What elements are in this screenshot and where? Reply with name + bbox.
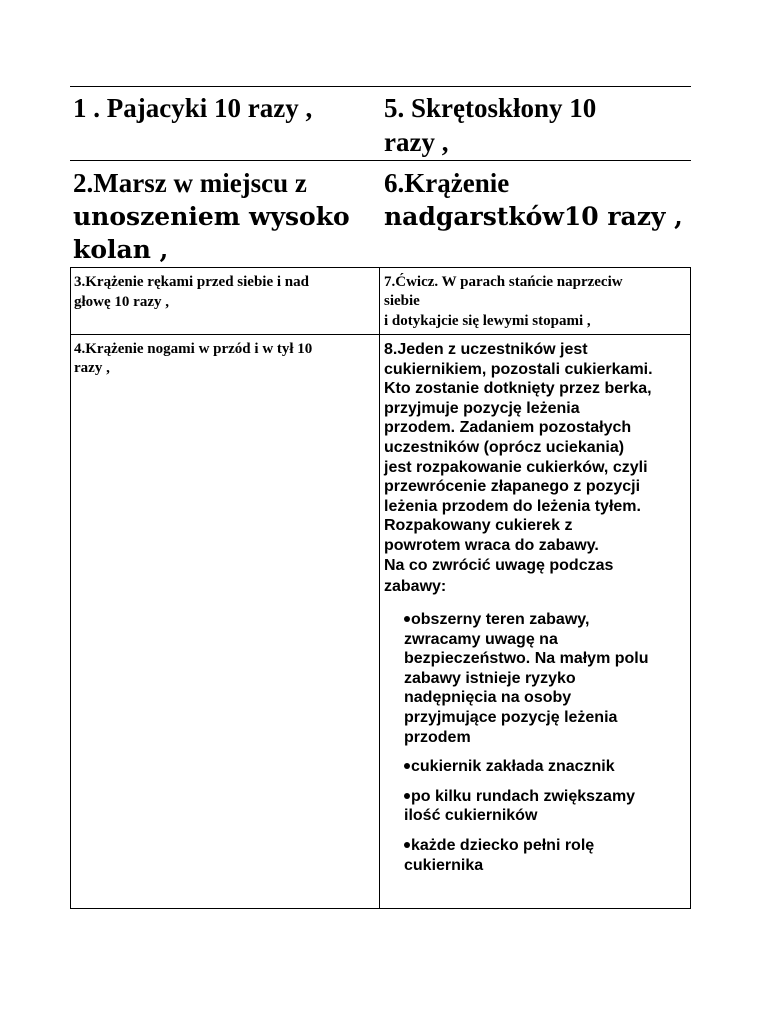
exercise-8-line: 8.Jeden z uczestników jest bbox=[384, 341, 588, 358]
tip-line: przodem bbox=[404, 728, 471, 746]
exercise-8-line: cukiernikiem, pozostali cukierkami. bbox=[384, 360, 653, 378]
exercise-2-line2: unoszeniem wysoko bbox=[73, 202, 350, 231]
grid-column-divider bbox=[379, 267, 380, 909]
bullet-icon bbox=[404, 616, 410, 622]
tip-line: nadępnięcia na osoby bbox=[404, 689, 572, 707]
exercise-7-line1: 7.Ćwicz. W parach stańcie naprzeciw bbox=[384, 274, 623, 290]
exercise-8-line: przewrócenie złapanego z pozycji bbox=[384, 478, 641, 496]
exercise-8-line: Kto zostanie dotknięty przez berka, bbox=[384, 380, 652, 398]
tip-line: zwracamy uwagę na bbox=[404, 630, 558, 648]
tip-line: przyjmujące pozycję leżenia bbox=[404, 708, 618, 726]
bullet-icon bbox=[404, 842, 410, 848]
tip-item bbox=[404, 836, 689, 875]
exercise-5-line1: 5. Skrętoskłony 10 bbox=[384, 93, 597, 123]
exercise-3-line2: głowę 10 razy , bbox=[74, 294, 169, 310]
table-rule-top bbox=[70, 86, 691, 87]
bullet-icon bbox=[404, 763, 410, 769]
exercise-4-line1: 4.Krążenie nogami w przód i w tył 10 bbox=[74, 341, 313, 357]
tips-list bbox=[404, 610, 689, 885]
exercise-8-line: uczestników (oprócz uciekania) bbox=[384, 439, 625, 456]
exercise-5-line2: razy , bbox=[384, 127, 449, 157]
table-rule-middle bbox=[70, 160, 691, 161]
exercise-6-line2: nadgarstków10 razy , bbox=[384, 202, 683, 231]
tip-line: bezpieczeństwo. Na małym polu bbox=[404, 650, 649, 668]
tip-item bbox=[404, 757, 689, 777]
exercise-7-line2: siebie bbox=[384, 293, 420, 309]
exercise-7-line3: i dotykajcie się lewymi stopami , bbox=[384, 313, 591, 329]
exercise-8-line: jest rozpakowanie cukierków, czyli bbox=[384, 458, 648, 476]
tip-line: obszerny teren zabawy, bbox=[411, 611, 590, 628]
tip-line: cukiernik zakłada znacznik bbox=[411, 758, 615, 776]
exercise-2-line3: kolan , bbox=[73, 235, 169, 264]
exercise-6-line1: 6.Krążenie bbox=[384, 168, 510, 198]
tip-line: cukiernika bbox=[404, 856, 484, 874]
exercise-8-line: Na co zwrócić uwagę podczas bbox=[384, 556, 614, 574]
tip-line: ilość cukierników bbox=[404, 807, 538, 825]
exercise-8-line: zabawy: bbox=[384, 578, 447, 595]
grid-row-divider bbox=[70, 334, 691, 335]
exercise-8-line: Rozpakowany cukierek z bbox=[384, 517, 573, 535]
exercise-2-line1: 2.Marsz w miejscu z bbox=[73, 168, 307, 198]
tip-line: każde dziecko pełni rolę bbox=[411, 836, 595, 854]
exercise-3-line1: 3.Krążenie rękami przed siebie i nad bbox=[74, 274, 309, 290]
tip-line: zabawy istnieje ryzyko bbox=[404, 669, 576, 687]
exercise-8-line: powrotem wraca do zabawy. bbox=[384, 537, 599, 554]
tip-line: po kilku rundach zwiększamy bbox=[411, 787, 636, 805]
exercise-8-line: leżenia przodem do leżenia tyłem. bbox=[384, 497, 641, 515]
exercise-4-line2: razy , bbox=[74, 360, 110, 376]
bullet-icon bbox=[404, 793, 410, 799]
tip-item bbox=[404, 787, 689, 826]
exercise-8-line: przyjmuje pozycję leżenia bbox=[384, 399, 580, 417]
exercise-1: 1 . Pajacyki 10 razy , bbox=[73, 93, 313, 123]
tip-item bbox=[404, 610, 689, 747]
exercise-8-line: przodem. Zadaniem pozostałych bbox=[384, 419, 632, 437]
